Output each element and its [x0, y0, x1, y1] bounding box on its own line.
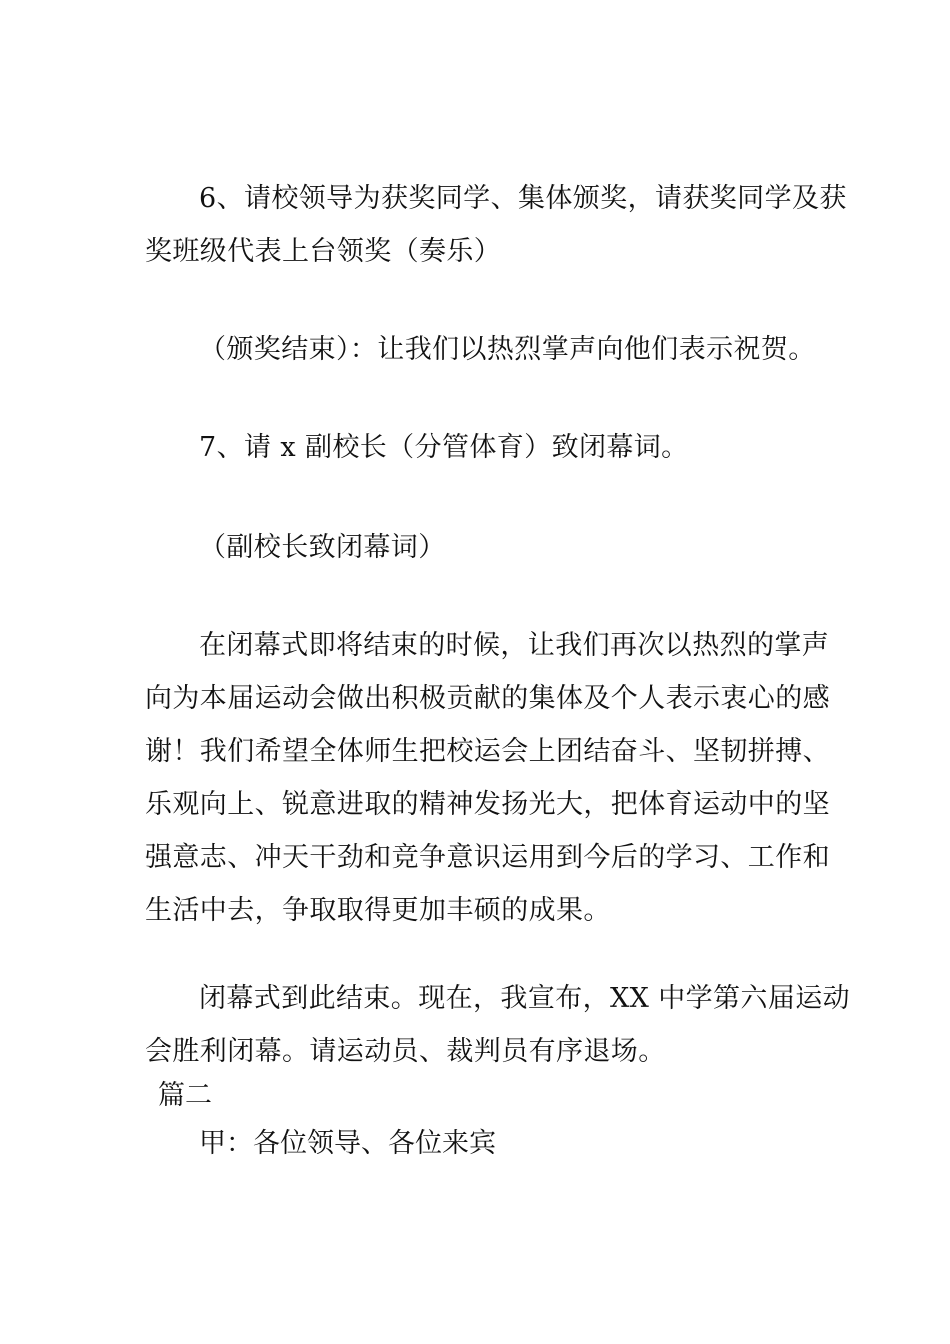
paragraph-line: 乐观向上、锐意进取的精神发扬光大，把体育运动中的坚: [145, 789, 830, 820]
paragraph-line: （副校长致闭幕词）: [199, 532, 446, 563]
paragraph-award-end: [145, 323, 815, 376]
paragraph-line: 生活中去，争取取得更加丰硕的成果。: [145, 895, 611, 926]
paragraph-line: 向为本届运动会做出积极贡献的集体及个人表示衷心的感: [145, 683, 830, 714]
paragraph-thanks: [145, 619, 830, 937]
paragraph-line: （颁奖结束）：让我们以热烈掌声向他们表示祝贺。: [199, 334, 816, 365]
paragraph-line: 7、请 x 副校长（分管体育）致闭幕词。: [199, 432, 689, 463]
section-heading: 篇二: [158, 1080, 212, 1111]
paragraph-vp-speech: [145, 521, 815, 574]
paragraph-line: 强意志、冲天干劲和竞争意识运用到今后的学习、工作和: [145, 842, 830, 873]
paragraph-step-6: [145, 172, 847, 278]
paragraph-line: 谢！我们希望全体师生把校运会上团结奋斗、坚韧拼搏、: [145, 736, 830, 767]
paragraph-closing: [145, 972, 851, 1078]
paragraph-line: 奖班级代表上台领奖（奏乐）: [145, 236, 502, 267]
paragraph-line: 闭幕式到此结束。现在，我宣布，XX 中学第六届运动: [199, 983, 851, 1014]
paragraph-line: 在闭幕式即将结束的时候，让我们再次以热烈的掌声: [199, 630, 830, 661]
speaker-line: 甲：各位领导、各位来宾: [199, 1128, 496, 1159]
paragraph-line: 会胜利闭幕。请运动员、裁判员有序退场。: [145, 1036, 666, 1067]
paragraph-step-7: [145, 421, 815, 474]
paragraph-line: 6、请校领导为获奖同学、集体颁奖，请获奖同学及获: [199, 183, 847, 214]
